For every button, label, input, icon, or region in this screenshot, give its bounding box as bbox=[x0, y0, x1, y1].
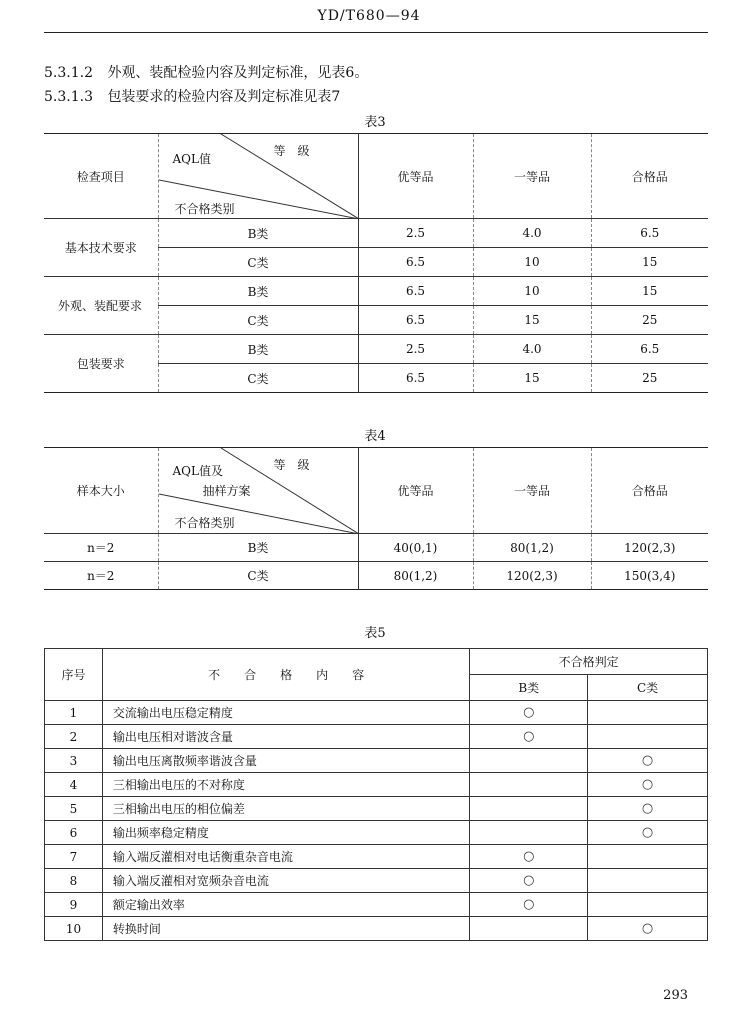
col-content-header: 不 合 格 内 容 bbox=[102, 649, 469, 701]
col-c-header: C类 bbox=[588, 675, 708, 701]
table-row bbox=[45, 845, 708, 869]
b-class-cell bbox=[470, 797, 588, 821]
b-class-cell bbox=[470, 917, 588, 941]
clause-text: 包装要求的检验内容及判定标准见表7 bbox=[107, 89, 341, 105]
defect-class-label: 不合格类别 bbox=[174, 202, 235, 216]
row-number: 9 bbox=[45, 893, 103, 917]
value-cell: 6.5 bbox=[358, 364, 473, 393]
aql-label: AQL值及 bbox=[172, 464, 223, 478]
defect-content: 输出电压离散频率谐波含量 bbox=[102, 749, 469, 773]
col-header: 一等品 bbox=[473, 448, 591, 534]
page-number: 293 bbox=[663, 988, 688, 1003]
value-cell: 6.5 bbox=[358, 248, 473, 277]
clause-5-3-1-2 bbox=[44, 62, 368, 82]
value-cell: 6.5 bbox=[358, 306, 473, 335]
col-header: 合格品 bbox=[631, 169, 668, 184]
value-cell: 80(1,2) bbox=[473, 534, 591, 562]
clause-5-3-1-3 bbox=[44, 86, 340, 106]
table5-caption: 表5 bbox=[364, 626, 386, 641]
sample-size: n＝2 bbox=[44, 562, 158, 590]
value-cell: 2.5 bbox=[358, 219, 473, 248]
clause-number: 5.3.1.3 bbox=[44, 89, 93, 105]
row-number: 1 bbox=[45, 701, 103, 725]
row-number: 4 bbox=[45, 773, 103, 797]
col-header: 优等品 bbox=[358, 134, 473, 219]
table3-row-header: 检查项目 bbox=[44, 134, 158, 219]
c-class-cell bbox=[588, 845, 708, 869]
c-class-cell bbox=[588, 773, 708, 797]
table-row bbox=[45, 749, 708, 773]
table4-row-header: 样本大小 bbox=[44, 448, 158, 534]
c-class-cell bbox=[588, 821, 708, 845]
table-row bbox=[45, 701, 708, 725]
value-cell: 4.0 bbox=[473, 219, 591, 248]
table4 bbox=[44, 447, 708, 590]
value-cell: 2.5 bbox=[358, 335, 473, 364]
value-cell: 15 bbox=[473, 306, 591, 335]
defect-content: 额定输出效率 bbox=[102, 893, 469, 917]
circle-mark-icon: ○ bbox=[523, 705, 535, 720]
value-cell: 15 bbox=[591, 277, 708, 306]
defect-content: 交流输出电压稳定精度 bbox=[102, 701, 469, 725]
defect-type: B类 bbox=[158, 219, 358, 248]
value-cell: 6.5 bbox=[591, 219, 708, 248]
value-cell: 150(3,4) bbox=[591, 562, 708, 590]
value-cell: 15 bbox=[473, 364, 591, 393]
defect-content: 三相输出电压的不对称度 bbox=[102, 773, 469, 797]
value-cell: 80(1,2) bbox=[358, 562, 473, 590]
b-class-cell bbox=[470, 845, 588, 869]
circle-mark-icon: ○ bbox=[523, 897, 535, 912]
row-number: 7 bbox=[45, 845, 103, 869]
circle-mark-icon: ○ bbox=[523, 729, 535, 744]
c-class-cell bbox=[588, 725, 708, 749]
c-class-cell bbox=[588, 893, 708, 917]
grade-label: 等 级 bbox=[273, 144, 310, 158]
value-cell: 6.5 bbox=[591, 335, 708, 364]
row-number: 5 bbox=[45, 797, 103, 821]
grade-label: 等 级 bbox=[273, 458, 310, 472]
b-class-cell bbox=[470, 893, 588, 917]
circle-mark-icon: ○ bbox=[641, 777, 654, 792]
table5 bbox=[44, 648, 708, 941]
value-cell: 4.0 bbox=[473, 335, 591, 364]
value-cell: 120(2,3) bbox=[591, 534, 708, 562]
defect-class-label: 不合格类别 bbox=[174, 516, 235, 530]
group-name: 基本技术要求 bbox=[44, 219, 158, 277]
col-header: 合格品 bbox=[631, 484, 668, 498]
c-class-cell bbox=[588, 701, 708, 725]
table-row bbox=[45, 869, 708, 893]
table3-diagonal-header bbox=[158, 134, 358, 219]
document-header: YD/T680—94 bbox=[317, 8, 421, 24]
row-number: 10 bbox=[45, 917, 103, 941]
clause-number: 5.3.1.2 bbox=[44, 65, 93, 81]
value-cell: 40(0,1) bbox=[358, 534, 473, 562]
circle-mark-icon: ○ bbox=[641, 921, 654, 936]
circle-mark-icon: ○ bbox=[641, 825, 654, 840]
b-class-cell bbox=[470, 821, 588, 845]
defect-content: 输出频率稳定精度 bbox=[102, 821, 469, 845]
aql-label: AQL值 bbox=[172, 152, 211, 166]
defect-type: B类 bbox=[158, 335, 358, 364]
defect-type: B类 bbox=[158, 534, 358, 562]
value-cell: 25 bbox=[591, 364, 708, 393]
defect-content: 输入端反灌相对宽频杂音电流 bbox=[102, 869, 469, 893]
defect-type: C类 bbox=[158, 562, 358, 590]
col-b-header: B类 bbox=[470, 675, 588, 701]
clause-text: 外观、装配检验内容及判定标准，见表6。 bbox=[107, 65, 369, 81]
circle-mark-icon: ○ bbox=[641, 801, 654, 816]
c-class-cell bbox=[588, 869, 708, 893]
table4-diagonal-header bbox=[158, 448, 358, 534]
c-class-cell bbox=[588, 749, 708, 773]
value-cell: 6.5 bbox=[358, 277, 473, 306]
col-no-header: 序号 bbox=[45, 649, 103, 701]
value-cell: 10 bbox=[473, 277, 591, 306]
row-number: 3 bbox=[45, 749, 103, 773]
col-header: 优等品 bbox=[358, 448, 473, 534]
c-class-cell bbox=[588, 917, 708, 941]
circle-mark-icon: ○ bbox=[523, 873, 535, 888]
table-row bbox=[45, 725, 708, 749]
defect-content: 转换时间 bbox=[102, 917, 469, 941]
value-cell: 10 bbox=[473, 248, 591, 277]
table-row bbox=[45, 893, 708, 917]
defect-type: C类 bbox=[158, 306, 358, 335]
table4-caption: 表4 bbox=[364, 429, 386, 444]
c-class-cell bbox=[588, 797, 708, 821]
table3-caption: 表3 bbox=[364, 115, 386, 130]
b-class-cell bbox=[470, 701, 588, 725]
value-cell: 15 bbox=[591, 248, 708, 277]
defect-content: 三相输出电压的相位偏差 bbox=[102, 797, 469, 821]
defect-content: 输出电压相对谐波含量 bbox=[102, 725, 469, 749]
col-judge-header: 不合格判定 bbox=[470, 649, 708, 675]
table-row bbox=[45, 797, 708, 821]
b-class-cell bbox=[470, 773, 588, 797]
circle-mark-icon: ○ bbox=[641, 753, 654, 768]
value-cell: 25 bbox=[591, 306, 708, 335]
value-cell: 120(2,3) bbox=[473, 562, 591, 590]
defect-type: B类 bbox=[158, 277, 358, 306]
row-number: 8 bbox=[45, 869, 103, 893]
header-rule bbox=[44, 32, 708, 33]
table3 bbox=[44, 133, 708, 393]
defect-content: 输入端反灌相对电话衡重杂音电流 bbox=[102, 845, 469, 869]
sample-size: n＝2 bbox=[44, 534, 158, 562]
defect-type: C类 bbox=[158, 364, 358, 393]
b-class-cell bbox=[470, 725, 588, 749]
table-row bbox=[45, 821, 708, 845]
group-name: 外观、装配要求 bbox=[44, 277, 158, 335]
table-row bbox=[45, 917, 708, 941]
b-class-cell bbox=[470, 869, 588, 893]
table5-body bbox=[45, 701, 708, 941]
b-class-cell bbox=[470, 749, 588, 773]
row-number: 6 bbox=[45, 821, 103, 845]
row-number: 2 bbox=[45, 725, 103, 749]
group-name: 包装要求 bbox=[44, 335, 158, 393]
sampling-plan-label: 抽样方案 bbox=[202, 484, 251, 498]
table-row bbox=[45, 773, 708, 797]
col-header: 一等品 bbox=[473, 134, 591, 219]
defect-type: C类 bbox=[158, 248, 358, 277]
circle-mark-icon: ○ bbox=[523, 849, 535, 864]
